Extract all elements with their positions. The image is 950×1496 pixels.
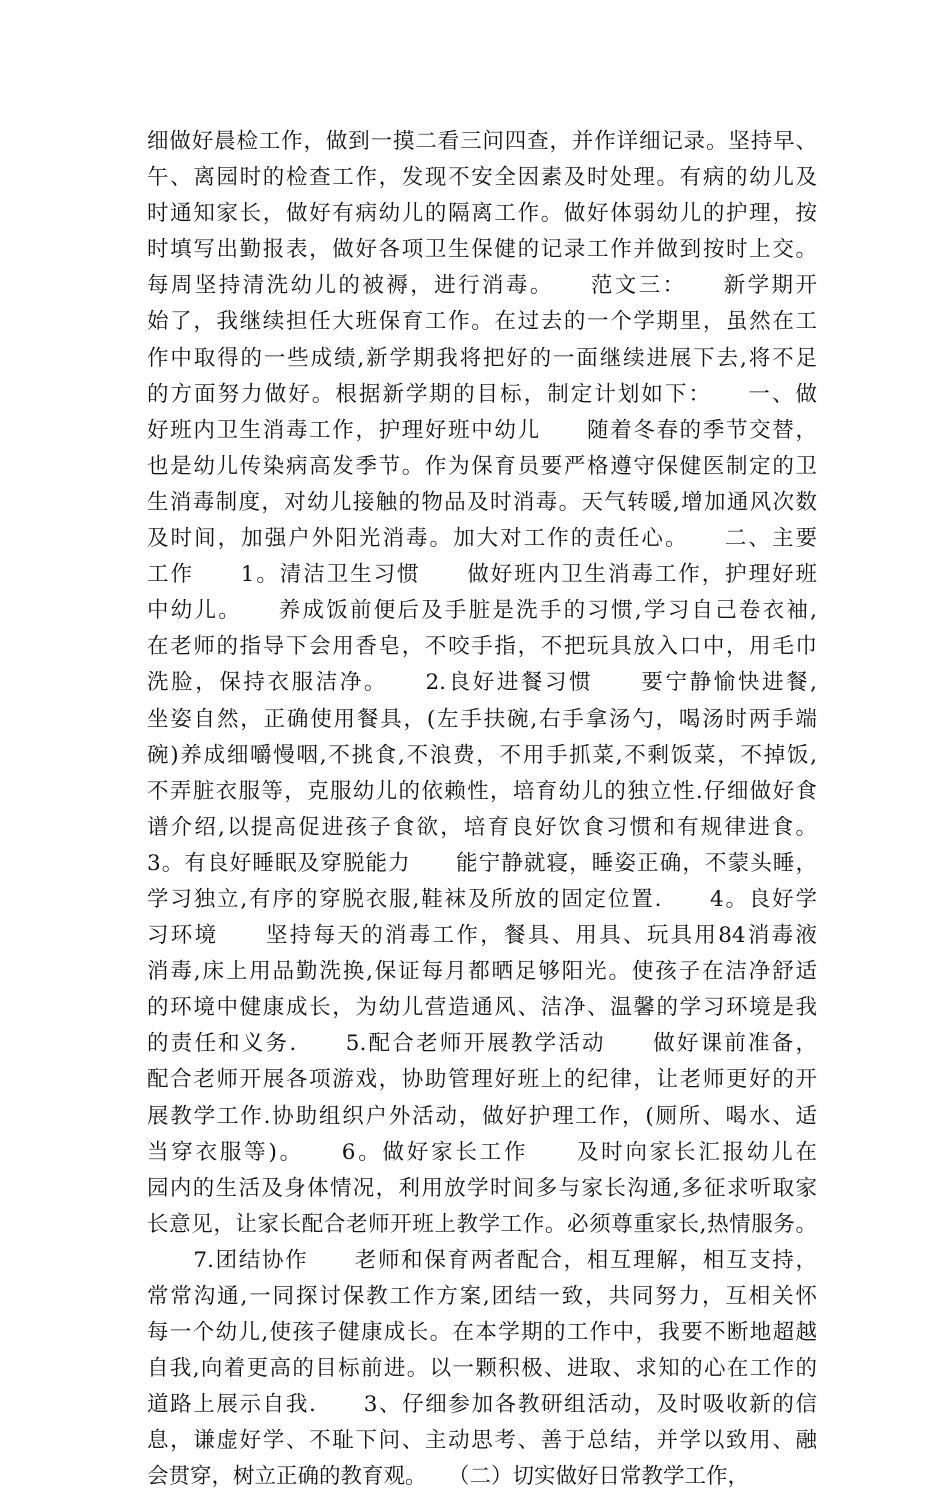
text-line: 当穿衣服等)。 6。做好家长工作 及时向家长汇报幼儿在 bbox=[147, 1139, 817, 1165]
text-line: 时填写出勤报表，做好各项卫生保健的记录工作并做到按时上交。 bbox=[147, 237, 817, 263]
text-line: 7.团结协作 老师和保育两者配合，相互理解，相互支持， bbox=[147, 1247, 817, 1273]
text-line: 息，谦虚好学、不耻下问、主动思考、善于总结，并学以致用、融 bbox=[147, 1428, 817, 1454]
text-line: 洗脸，保持衣服洁净。 2.良好进餐习惯 要宁静愉快进餐, bbox=[147, 670, 817, 696]
text-line: 细做好晨检工作，做到一摸二看三问四查，并作详细记录。坚持早、 bbox=[147, 129, 817, 154]
text-line: 也是幼儿传染病高发季节。作为保育员要严格遵守保健医制定的卫 bbox=[147, 453, 817, 479]
text-line: 长意见，让家长配合老师开班上教学工作。必须尊重家长,热情服务。 bbox=[147, 1211, 817, 1237]
text-line: 不弄脏衣服等，克服幼儿的依赖性，培育幼儿的独立性.仔细做好食 bbox=[147, 778, 817, 804]
text-line: 午、离园时的检查工作，发现不安全因素及时处理。有病的幼儿及 bbox=[147, 165, 817, 191]
text-line: 每一个幼儿,使孩子健康成长。在本学期的工作中，我要不断地超越 bbox=[147, 1320, 817, 1346]
text-line: 学习独立,有序的穿脱衣服,鞋袜及所放的固定位置. 4。良好学 bbox=[147, 886, 817, 912]
text-line: 在老师的指导下会用香皂，不咬手指，不把玩具放入口中，用毛巾 bbox=[147, 634, 817, 660]
text-line: 常常沟通,一同探讨保教工作方案,团结一致，共同努力，互相关怀 bbox=[147, 1284, 817, 1309]
text-line: 自我,向着更高的目标前进。以一颗积极、进取、求知的心在工作的 bbox=[147, 1356, 817, 1382]
text-line: 园内的生活及身体情况，利用放学时间多与家长沟通,多征求听取家 bbox=[147, 1175, 817, 1201]
text-line: 的环境中健康成长，为幼儿营造通风、洁净、温馨的学习环境是我 bbox=[147, 995, 817, 1021]
text-line: 习环境 坚持每天的消毒工作，餐具、用具、玩具用84消毒液 bbox=[147, 923, 817, 949]
text-line: 好班内卫生消毒工作，护理好班中幼儿 随着冬春的季节交替， bbox=[147, 417, 817, 443]
text-line: 工作 1。清洁卫生习惯 做好班内卫生消毒工作，护理好班 bbox=[147, 562, 817, 588]
text-line: 道路上展示自我. 3、仔细参加各教研组活动，及时吸收新的信 bbox=[147, 1392, 817, 1418]
text-line: 生消毒制度，对幼儿接触的物品及时消毒。天气转暖,增加通风次数 bbox=[147, 489, 817, 515]
text-line: 碗)养成细嚼慢咽,不挑食,不浪费，不用手抓菜,不剩饭菜，不掉饭, bbox=[147, 742, 817, 768]
text-line: 作中取得的一些成绩,新学期我将把好的一面继续进展下去,将不足 bbox=[147, 345, 817, 371]
text-line: 消毒,床上用品勤洗换,保证每月都晒足够阳光。使孩子在洁净舒适 bbox=[147, 959, 817, 985]
text-line: 始了，我继续担任大班保育工作。在过去的一个学期里，虽然在工 bbox=[147, 309, 817, 335]
text-line: 每周坚持清洗幼儿的被褥，进行消毒。 范文三： 新学期开 bbox=[147, 273, 817, 299]
text-line: 的责任和义务. 5.配合老师开展教学活动 做好课前准备， bbox=[147, 1031, 817, 1057]
body-text bbox=[147, 124, 817, 1496]
text-line: 坐姿自然，正确使用餐具，(左手扶碗,右手拿汤勺，喝汤时两手端 bbox=[147, 706, 817, 732]
text-line: 谱介绍,以提高促进孩子食欲，培育良好饮食习惯和有规律进食。 bbox=[147, 814, 817, 840]
text-line: 会贯穿，树立正确的教育观。 （二）切实做好日常教学工作， bbox=[147, 1464, 750, 1490]
text-line: 及时间，加强户外阳光消毒。加大对工作的责任心。 二、主要 bbox=[147, 526, 817, 552]
text-line: 配合老师开展各项游戏，协助管理好班上的纪律，让老师更好的开 bbox=[147, 1067, 817, 1093]
text-line: 的方面努力做好。根据新学期的目标，制定计划如下： 一、做 bbox=[147, 381, 817, 407]
text-line: 展教学工作.协助组织户外活动，做好护理工作，(厕所、喝水、适 bbox=[147, 1103, 817, 1129]
text-line: 3。有良好睡眠及穿脱能力 能宁静就寝，睡姿正确，不蒙头睡， bbox=[147, 850, 817, 876]
text-line: 时通知家长，做好有病幼儿的隔离工作。做好体弱幼儿的护理，按 bbox=[147, 201, 817, 227]
text-line: 中幼儿。 养成饭前便后及手脏是洗手的习惯,学习自己卷衣袖, bbox=[147, 598, 817, 624]
